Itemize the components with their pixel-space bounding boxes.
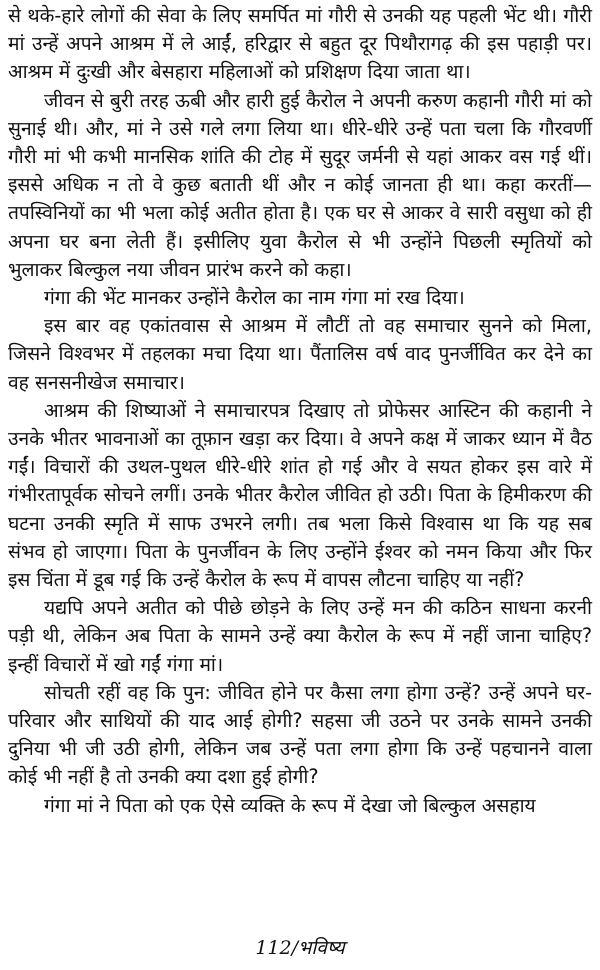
paragraph: सोचती रहीं वह कि पुन: जीवित होने पर कैसा लगा होगा उन्हें? उन्हें अपने घर-परिवार और साथियों की याद आई होगी? सहसा जी उठने पर उनके सामने उनकी दुनिया भी जी उठी होगी, लेकिन जब उन्हें पता लगा होगा कि उन्हें पहचानने वाला कोई भी नहीं है तो उनकी क्या दशा हुई होगी? — [8, 680, 592, 789]
paragraph: आश्रम की शिष्याओं ने समाचारपत्र दिखाए तो प्रोफेसर आस्टिन की कहानी ने उनके भीतर भावनाओं का तूफ़ान खड़ा कर दिया। वे अपने कक्ष में जाकर ध्यान में वैठ गईं। विचारों की उथल-पुथल धीरे-धीरे शांत हो गई और वे सयत होकर इस वारे में गंभीरतापूर्वक सोचने लगीं। उनके भीतर कैरोल जीवित हो उठी। पिता के हिमीकरण की घटना उनकी स्मृति में साफ उभरने लगी। तब भला किसे विश्वास था कि यह सब संभव हो जाएगा। पिता के पुनर्जीवन के लिए उन्होंने ईश्वर को नमन किया और फिर इस चिंता में डूब गई कि उन्हें कैरोल के रूप में वापस लौटना चाहिए या नहीं? — [8, 398, 592, 592]
page-body — [8, 2, 592, 820]
page-number-label: 112/भविष्य — [255, 937, 345, 959]
paragraph: गंगा की भेंट मानकर उन्होंने कैरोल का नाम गंगा मां रख दिया। — [44, 286, 465, 310]
page-footer — [0, 935, 600, 961]
paragraph: इस बार वह एकांतवास से आश्रम में लौटीं तो वह समाचार सुनने को मिला, जिसने विश्वभर में तहलका मचा दिया था। पैंतालिस वर्ष वाद पुनर्जीवित कर देने का वह सनसनीखेज समाचार। — [8, 314, 592, 394]
paragraph: गंगा मां ने पिता को एक ऐसे व्यक्ति के रूप में देखा जो बिल्कुल असहाय — [44, 793, 536, 817]
paragraph: जीवन से बुरी तरह ऊबी और हारी हुई कैरोल ने अपनी करुण कहानी गौरी मां को सुनाई थी। और, मां ने उसे गले लगा लिया था। धीरे-धीरे उन्हें पता चला कि गौरवर्णी गौरी मां भी कभी मानसिक शांति की टोह में सुदूर जर्मनी से यहां आकर वस गई थीं। इससे अधिक न तो वे कुछ बताती थीं और न कोई जानता ही था। कहा करतीं—तपस्विनियों का भी भला कोई अतीत होता है। एक घर से आकर वे सारी वसुधा को ही अपना घर बना लेती हैं। इसीलिए युवा कैरोल से भी उन्होंने पिछली स्मृतियों को भुलाकर बिल्कुल नया जीवन प्रारंभ करने को कहा। — [8, 88, 592, 281]
paragraph: से थके-हारे लोगों की सेवा के लिए समर्पित मां गौरी से उनकी यह पहली भेंट थी। गौरी मां उन्हें अपने आश्रम में ले आईं, हरिद्वार से बहुत दूर पिथौरागढ़ की इस पहाड़ी पर। आश्रम में दुःखी और बेसहारा महिलाओं को प्रशिक्षण दिया जाता था। — [8, 4, 592, 84]
paragraph: यद्यपि अपने अतीत को पीछे छोड़ने के लिए उन्हें मन की कठिन साधना करनी पड़ी थी, लेकिन अब पिता के सामने उन्हें क्या कैरोल के रूप में नहीं जाना चाहिए? इन्हीं विचारों में खो गईं गंगा मां। — [8, 596, 592, 676]
